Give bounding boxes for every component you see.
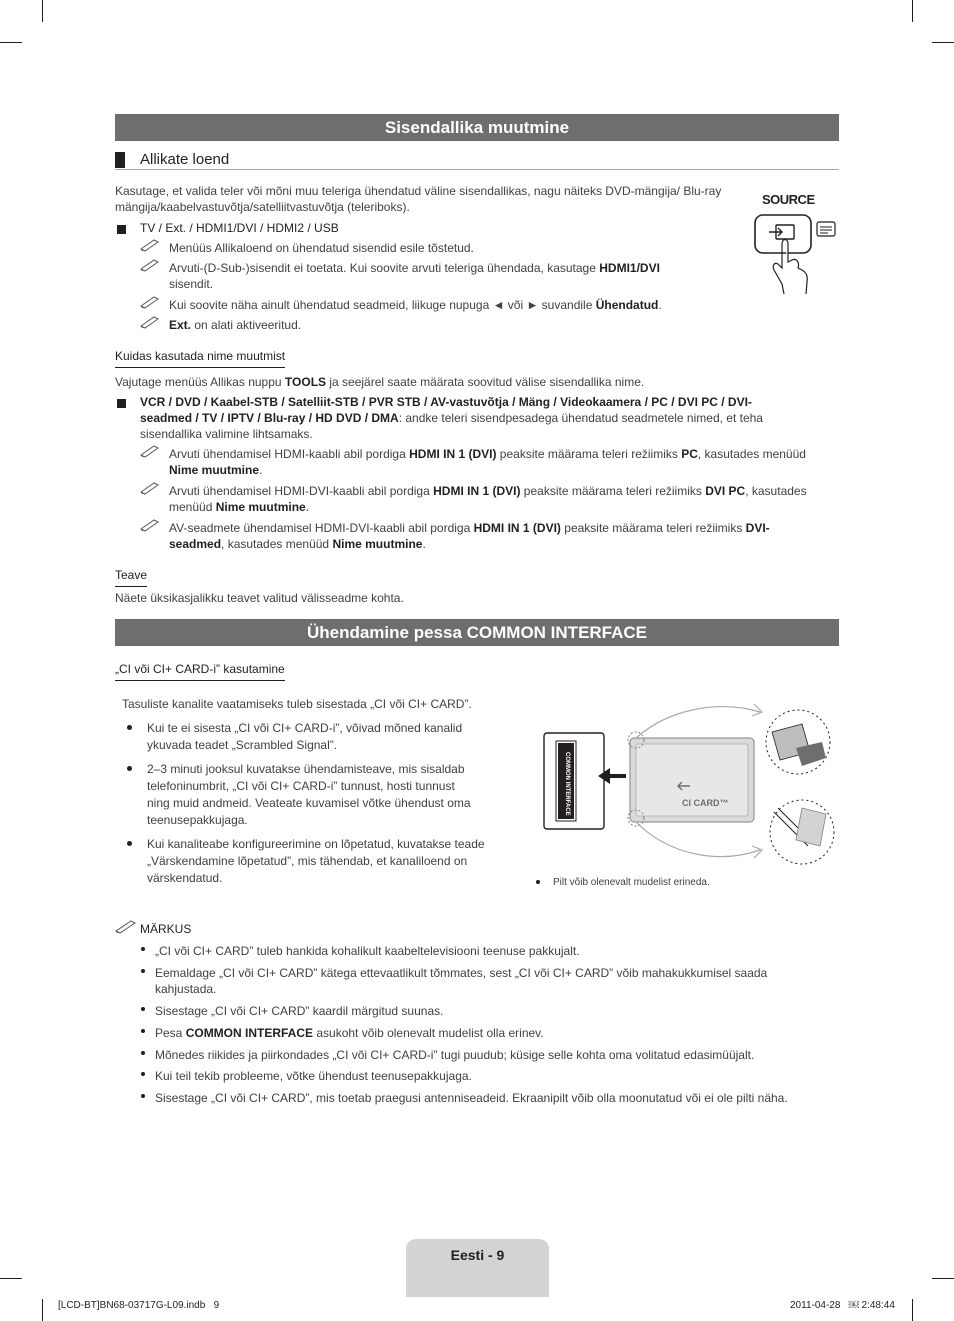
rename-intro [115,374,644,390]
bullet-dot [141,1007,145,1011]
text-line: Kui te ei sisesta „CI või CI+ CARD-i”, võivad mõned kanalid [147,721,463,735]
rename-note [169,520,829,552]
text-bold: Nime muutmine [169,463,260,478]
text-bold: COMMON INTERFACE [185,1026,314,1040]
bullet-square [117,225,126,234]
ci-bullet [147,720,527,754]
crop-mark [42,1299,43,1321]
note-icon [115,918,137,934]
source-list-bullet: TV / Ext. / HDMI1/DVI / HDMI2 / USB [140,221,339,235]
crop-mark [42,0,43,22]
text-part: Arvuti ühendamisel HDMI-kaabli abil pordiga [169,447,410,461]
note-text: Menüüs Allikaloend on ühendatud sisendid esile tõstetud. [169,241,474,255]
section-title-common-interface: Ühendamine pessa COMMON INTERFACE [115,619,839,646]
ci-bullet [147,761,527,829]
text-part: . [259,463,263,478]
rename-bullet [140,394,830,443]
crop-mark [932,42,954,43]
rename-note [169,483,829,515]
text-bold: PC [681,447,698,461]
subheading-source-list [115,150,839,170]
bullet-dot [141,1051,145,1055]
note-icon [140,258,160,272]
text-part: , kasutades menüüd [697,447,806,461]
text-bold: VCR / DVD / Kaabel-STB / Satelliit-STB / PVR STB / AV-vastuvõtja / Mäng / Videokaamera / PC / DVI PC / DVI- [140,395,752,409]
text-part: : andke teleri sisendpesadega ühendatud seadmetele nimed, et teha [398,411,763,426]
bullet-dot [536,880,540,884]
common-interface-slot-label: COMMON INTERFACE [564,752,570,816]
text-bold: seadmed / TV / IPTV / Blu-ray / HD DVD / DMA [140,411,399,426]
ci-card-illustration [540,696,840,868]
info-text: Näete üksikasjalikku teavet valitud välisseadme kohta. [115,591,404,605]
note-item [155,1025,544,1041]
ci-bullet [147,836,527,887]
crop-mark [0,1278,22,1279]
note-text-bold: HDMI1/DVI [599,261,660,275]
note-icon [140,481,160,495]
crop-mark [0,42,22,43]
ci-card-heading: „CI või CI+ CARD-i” kasutamine [115,661,285,681]
crop-mark [912,0,913,22]
text-part: ja seejärel saate määrata soovitud välise sisendallika nime. [326,375,645,389]
note-icon [140,295,160,309]
note-text [169,317,301,333]
text-part: Pesa [155,1026,186,1040]
text-line: ning muid andmeid. Veateate kuvamisel võtke ühendust oma [147,796,471,810]
text-line: Eemaldage „CI või CI+ CARD” kätega ettevaatlikult tõmmates, sest „CI või CI+ CARD” võib mahakukkumisel saada [155,966,768,980]
text-part: peaksite määrama teleri režiimiks [560,521,746,535]
rename-heading: Kuidas kasutada nime muutmist [115,348,285,368]
rename-note [169,446,829,478]
bullet-dot [141,1072,145,1076]
text-line: värskendatud. [147,871,223,885]
file-info: [LCD-BT]BN68-03717G-L09.indb 9 [58,1300,220,1311]
ci-card-label: CI CARD™ [682,798,729,808]
heading-marker [115,152,125,168]
note-text-part: . [658,298,662,312]
text-part: asukoht võib olenevalt mudelist olla erinev. [313,1026,544,1040]
text-line: ykuvada teadet „Scrambled Signal”. [147,738,338,752]
image-note: Pilt võib olenevalt mudelist erineda. [553,877,710,888]
note-icon [140,444,160,458]
crop-mark [932,1278,954,1279]
text-bold: HDMI IN 1 (DVI) [409,447,497,461]
text-part: . [305,500,310,515]
text-bold: HDMI IN 1 (DVI) [433,484,521,498]
text-part: , kasutades [745,484,807,498]
text-line: 2–3 minuti jooksul kuvatakse ühendamisteave, mis sisaldab [147,762,465,776]
page-label: Eesti - 9 [450,1247,505,1263]
notes-heading: MÄRKUS [140,922,192,936]
bullet-dot [141,1094,145,1098]
text-part: Vajutage menüüs Allikas nuppu [115,375,285,389]
text-bold: DVI PC [705,484,746,498]
text-part: , kasutades menüüd [221,537,333,552]
note-item: Mõnedes riikides ja piirkondades „CI või CI+ CARD-i” tugi puudub; küsige selle kohta oma volitatud edasimüüjalt. [155,1048,755,1062]
subheading-text: Allikate loend [140,151,230,168]
note-text [169,297,729,313]
bullet-square [117,399,126,408]
note-item [155,965,840,997]
text-line: „Värskendamine lõpetatud”, mis tähendab, et kanaliloend on [147,854,468,868]
text-bold: Nime muutmine [215,500,306,515]
bullet-dot [127,725,132,730]
ci-intro: Tasuliste kanalite vaatamiseks tuleb sisestada „CI või CI+ CARD”. [122,697,472,711]
text-line: Kui kanaliteabe konfigureerimine on lõpetatud, kuvatakse teade [147,837,485,851]
text-part: peaksite määrama teleri režiimiks [496,447,682,461]
text-line: telefoninumbrit, „CI või CI+ CARD-i” tunnust, hosti tunnust [147,779,455,793]
info-heading: Teave [115,567,147,587]
text-part: sisendallika valimine lihtsamaks. [140,427,313,442]
text-part: peaksite määrama teleri režiimiks [520,484,706,498]
bullet-dot [127,841,132,846]
note-text-bold: Ühendatud [595,298,659,312]
note-item: Sisestage „CI või CI+ CARD” kaardil märgitud suunas. [155,1004,444,1018]
text-bold: HDMI IN 1 (DVI) [473,521,561,535]
note-icon [140,518,160,532]
note-text [169,260,729,292]
text-part: . [422,537,426,552]
bullet-dot [141,969,145,973]
timestamp: 2011-04-28 ￼ 2:48:44 [790,1300,895,1311]
bullet-dot [141,1029,145,1033]
note-text-bold: Ext. [169,318,192,332]
bullet-dot [141,947,145,951]
text-bold: TOOLS [284,375,327,389]
note-text-part: Kui soovite näha ainult ühendatud seadmeid, liikuge nupuga ◄ või ► suvandile [169,298,596,312]
text-part: AV-seadmete ühendamisel HDMI-DVI-kaabli abil pordiga [169,521,474,535]
bullet-dot [127,766,132,771]
note-item: Kui teil tekib probleeme, võtke ühendust teenusepakkujaga. [155,1069,472,1083]
note-text-part: Arvuti-(D-Sub-)sisendit ei toetata. Kui soovite arvuti teleriga ühendada, kasutage [169,261,600,275]
text-bold: seadmed [169,537,222,552]
source-button-illustration [752,210,842,300]
text-line: teenusepakkujaga. [147,813,248,827]
text-part: Arvuti ühendamisel HDMI-DVI-kaabli abil pordiga [169,484,434,498]
note-item: „CI või CI+ CARD” tuleb hankida kohalikult kaabeltelevisiooni teenuse pakkujalt. [155,944,580,958]
note-text-part: on alati aktiveeritud. [191,318,302,332]
text-bold: DVI- [745,521,770,535]
note-icon [140,315,160,329]
note-item: Sisestage „CI või CI+ CARD”, mis toetab praegusi antenniseadeid. Ekraanipilt võib olla moonutatud või ei ole pilti näha. [155,1091,788,1105]
section-title-input-source: Sisendallika muutmine [115,114,839,141]
text-part: menüüd [169,500,216,515]
source-label: SOURCE [762,192,815,207]
intro-paragraph: Kasutage, et valida teler või mõni muu teleriga ühendatud väline sisendallikas, nagu näiteks DVD-mängija/ Blu-ray mängija/kaabelvastuvõtja/satelliitvastuvõtja (teleriboks). [115,184,722,215]
note-text-part: sisendit. [169,277,214,292]
text-line: kahjustada. [155,982,217,997]
note-icon [140,238,160,252]
crop-mark [912,1299,913,1321]
text-bold: Nime muutmine [332,537,423,552]
